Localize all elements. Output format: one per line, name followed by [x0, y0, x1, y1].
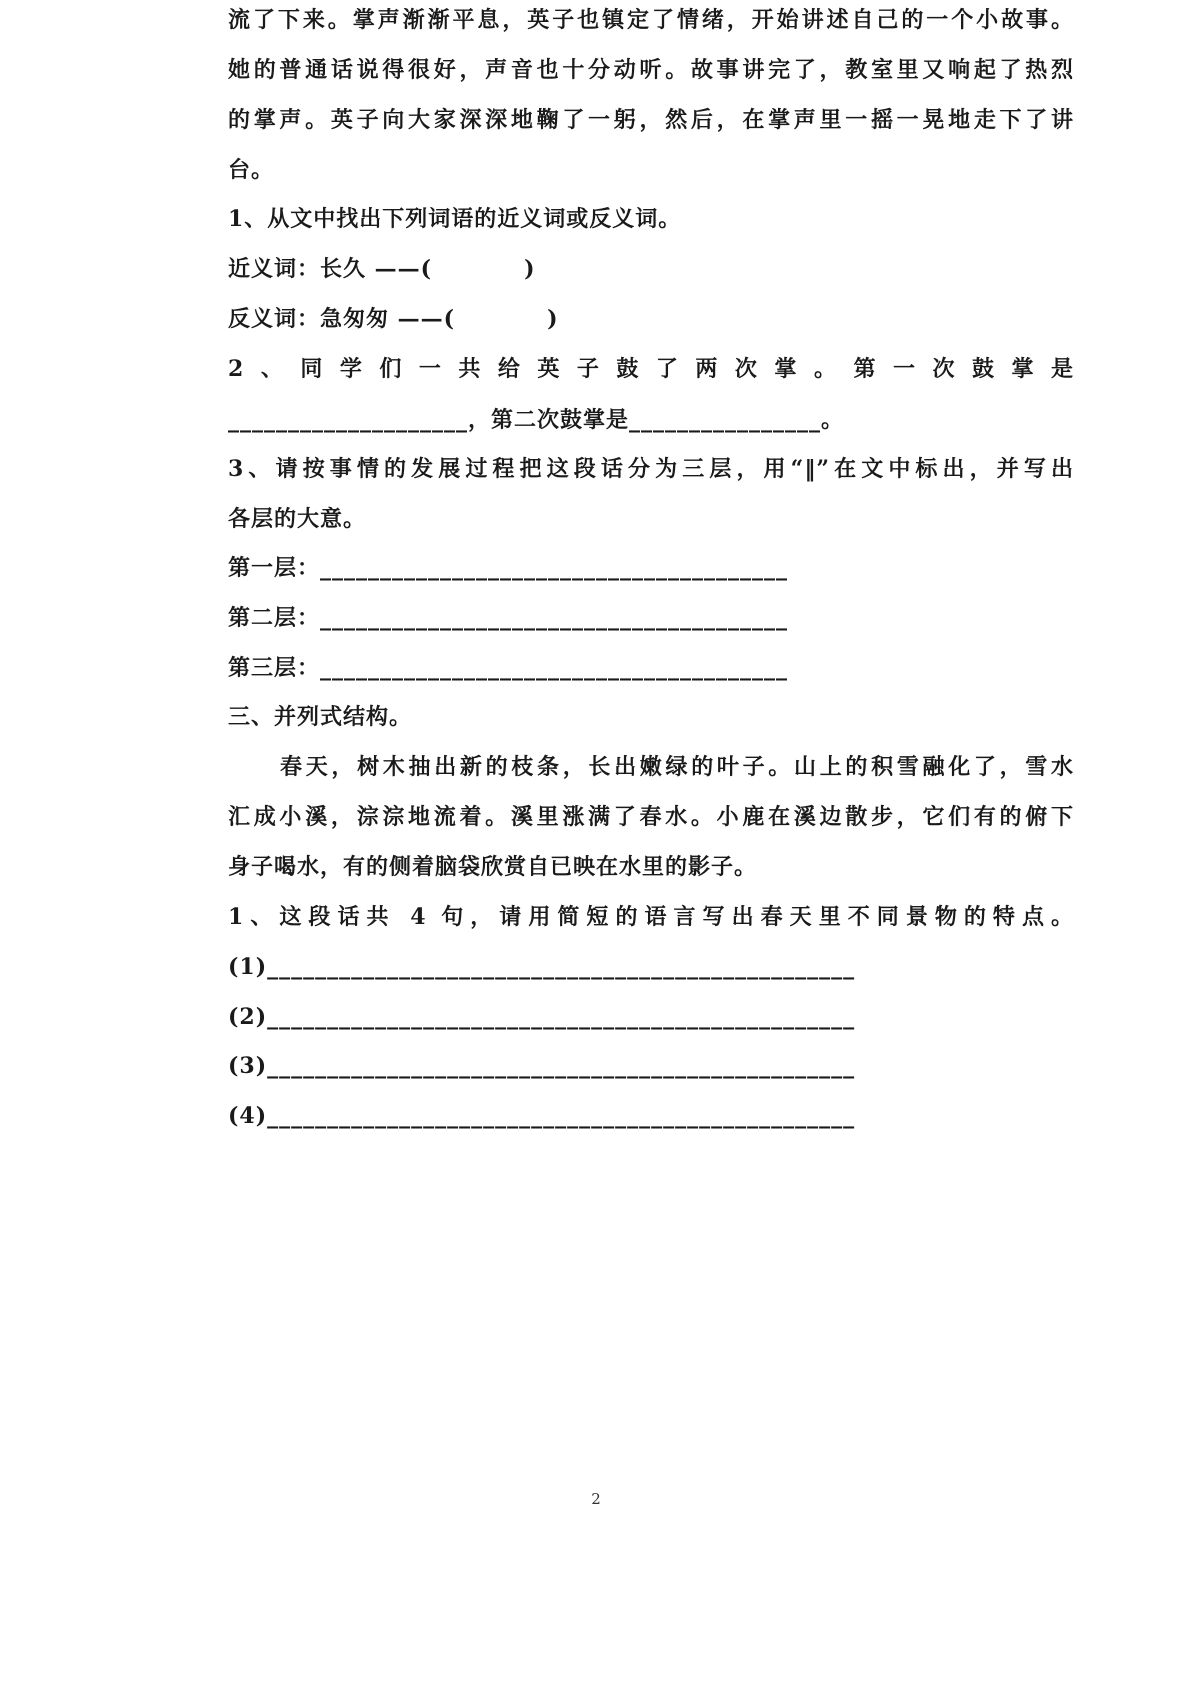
layer-2-blank: 第二层：_______________________________________	[228, 605, 789, 631]
passage-line: 她的普通话说得很好，声音也十分动听。故事讲完了，教室里又响起了热烈	[228, 57, 1074, 83]
question-1-antonym: 反义词：急匆匆 ——( )	[228, 306, 559, 332]
answer-line-4: (4)_________________________________________________	[228, 1103, 856, 1129]
question-2-line: 2、同学们一共给英子鼓了两次掌。第一次鼓掌是	[228, 356, 1074, 382]
question-3-prompt: 3、请按事情的发展过程把这段话分为三层，用“‖”在文中标出，并写出	[228, 456, 1074, 482]
question-3-prompt-cont: 各层的大意。	[228, 506, 367, 532]
layer-1-blank: 第一层：_______________________________________	[228, 555, 789, 581]
layer-3-blank: 第三层：_______________________________________	[228, 655, 789, 681]
answer-line-2: (2)_________________________________________________	[228, 1004, 856, 1030]
section-heading: 三、并列式结构。	[228, 704, 413, 730]
question-2-blanks: ____________________，第二次鼓掌是________________。	[228, 407, 845, 433]
spring-passage-line: 汇成小溪，淙淙地流着。溪里涨满了春水。小鹿在溪边散步，它们有的俯下	[228, 804, 1074, 830]
passage-line: 流了下来。掌声渐渐平息，英子也镇定了情绪，开始讲述自己的一个小故事。	[228, 7, 1074, 33]
passage-line: 台。	[228, 157, 275, 183]
page-number: 2	[591, 1490, 601, 1508]
passage-line: 的掌声。英子向大家深深地鞠了一躬，然后，在掌声里一摇一晃地走下了讲	[228, 107, 1074, 133]
spring-passage-line: 身子喝水，有的侧着脑袋欣赏自已映在水里的影子。	[228, 854, 758, 880]
answer-line-3: (3)_________________________________________________	[228, 1053, 856, 1079]
question-1-synonym: 近义词：长久 ——( )	[228, 256, 536, 282]
section-3-question: 1、这段话共 4 句，请用简短的语言写出春天里不同景物的特点。	[228, 904, 1074, 930]
question-1-prompt: 1、从文中找出下列词语的近义词或反义词。	[228, 206, 682, 232]
spring-passage-line: 春天，树木抽出新的枝条，长出嫩绿的叶子。山上的积雪融化了，雪水	[280, 754, 1074, 780]
answer-line-1: (1)_________________________________________________	[228, 954, 856, 980]
